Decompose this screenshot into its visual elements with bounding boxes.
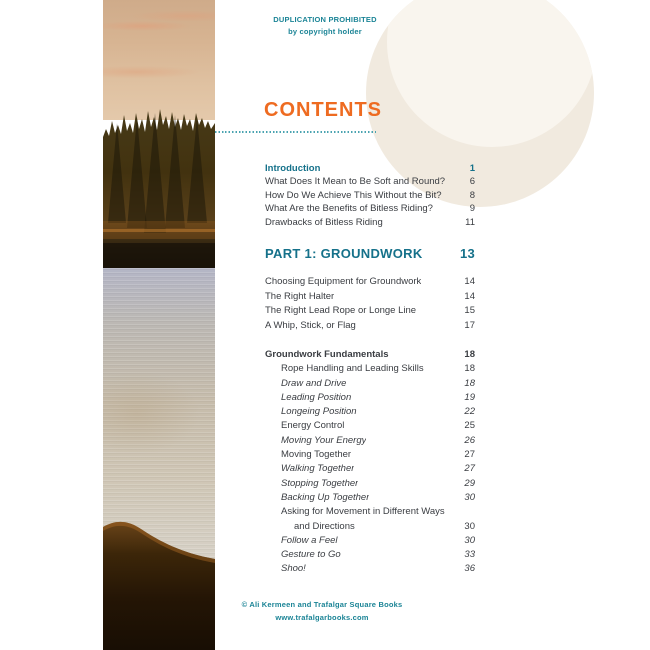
toc-row [265, 189, 475, 202]
toc-entry-page: 14 [464, 276, 475, 288]
toc-row [265, 520, 475, 534]
toc-row [265, 477, 475, 491]
toc-entry-label: Longeing Position [281, 406, 357, 418]
toc-entry-label: The Right Lead Rope or Longe Line [265, 305, 417, 317]
toc-entry-label: Shoo! [281, 563, 306, 575]
toc-entry-page: 1 [469, 163, 475, 174]
toc-entry-page: 17 [464, 319, 475, 331]
toc-entry-label: The Right Halter [265, 290, 335, 302]
toc-section-intro [265, 162, 475, 229]
toc-entry-page: 30 [464, 534, 475, 546]
toc-row [265, 505, 475, 519]
toc-entry-page: 29 [464, 477, 475, 489]
duplication-notice [225, 14, 425, 37]
toc-row [265, 491, 475, 505]
toc-row [265, 202, 475, 215]
toc-row [265, 548, 475, 562]
toc-row [265, 245, 475, 262]
toc-row [265, 462, 475, 476]
lake-sunset-photo [103, 0, 215, 650]
toc-entry-page: 18 [464, 349, 475, 360]
toc-entry-label: A Whip, Stick, or Flag [265, 319, 356, 331]
toc-entry-label: Moving Together [281, 449, 352, 461]
toc-row [265, 405, 475, 419]
toc-list [265, 162, 475, 577]
duplication-notice-line1: DUPLICATION PROHIBITED [273, 15, 377, 24]
toc-entry-label: PART 1: GROUNDWORK [265, 246, 423, 262]
toc-entry-page: 30 [464, 520, 475, 532]
toc-entry-label: Introduction [265, 163, 321, 174]
toc-row [265, 175, 475, 188]
toc-row [265, 304, 475, 319]
toc-entry-page: 27 [464, 463, 475, 475]
toc-row [265, 275, 475, 290]
toc-entry-label: Groundwork Fundamentals [265, 349, 389, 360]
toc-entry-page: 8 [469, 189, 475, 201]
toc-entry-page: 18 [464, 377, 475, 389]
toc-entry-label: Asking for Movement in Different Ways [281, 506, 445, 518]
toc-entry-label: Leading Position [281, 391, 352, 403]
toc-entry-page: 33 [464, 549, 475, 561]
photo-foreground-shore [103, 515, 215, 650]
dotted-divider [215, 131, 376, 133]
toc-entry-page: 13 [459, 246, 475, 262]
photo-sky [103, 0, 215, 120]
toc-row [265, 162, 475, 175]
toc-row [265, 348, 475, 362]
toc-entry-label: Gesture to Go [281, 549, 341, 561]
toc-entry-page: 22 [464, 406, 475, 418]
toc-entry-label: What Are the Benefits of Bitless Riding? [265, 203, 433, 215]
toc-entry-page: 11 [465, 216, 475, 228]
toc-entry-label: Choosing Equipment for Groundwork [265, 276, 422, 288]
toc-entry-page: 27 [464, 449, 475, 461]
toc-entry-page: 25 [464, 420, 475, 432]
toc-section-equipment [265, 275, 475, 333]
toc-entry-label: What Does It Mean to Be Soft and Round? [265, 176, 446, 188]
toc-row [265, 434, 475, 448]
toc-row [265, 419, 475, 433]
toc-row [265, 534, 475, 548]
toc-entry-label: Moving Your Energy [281, 434, 367, 446]
toc-entry-page [469, 505, 475, 519]
toc-entry-label: Backing Up Together [281, 491, 370, 503]
toc-entry-label: How Do We Achieve This Without the Bit? [265, 189, 442, 201]
toc-entry-label: Energy Control [281, 420, 345, 432]
toc-entry-page: 30 [464, 491, 475, 503]
footer-website: www.trafalgarbooks.com [275, 612, 369, 622]
toc-entry-page: 6 [469, 176, 475, 188]
toc-row [265, 391, 475, 405]
footer-credit [222, 599, 422, 624]
toc-row [265, 377, 475, 391]
footer-copyright: © Ali Kermeen and Trafalgar Square Books [241, 600, 403, 609]
toc-entry-label: Follow a Feel [281, 534, 338, 546]
toc-entry-page: 26 [464, 434, 475, 446]
toc-entry-label: Walking Together [281, 463, 355, 475]
toc-entry-label: Rope Handling and Leading Skills [281, 363, 424, 375]
toc-entry-page: 18 [464, 363, 475, 375]
toc-row [265, 216, 475, 229]
toc-entry-page: 15 [464, 305, 475, 317]
toc-entry-page: 36 [464, 563, 475, 575]
toc-row [265, 562, 475, 576]
toc-row [265, 448, 475, 462]
photo-treeline [103, 103, 215, 268]
toc-row [265, 362, 475, 376]
toc-entry-label: Stopping Together [281, 477, 359, 489]
duplication-notice-line2: by copyright holder [288, 26, 362, 36]
toc-entry-page: 9 [469, 203, 475, 215]
toc-entry-label: and Directions [294, 520, 355, 532]
toc-entry-page: 19 [464, 391, 475, 403]
toc-entry-label: Draw and Drive [281, 377, 347, 389]
toc-entry-label: Drawbacks of Bitless Riding [265, 216, 383, 228]
toc-row [265, 319, 475, 334]
toc-entry-page: 14 [464, 290, 475, 302]
toc-row [265, 290, 475, 305]
toc-section-fundamentals [265, 348, 475, 577]
toc-section-part [265, 245, 475, 262]
page-title: CONTENTS [264, 99, 382, 121]
